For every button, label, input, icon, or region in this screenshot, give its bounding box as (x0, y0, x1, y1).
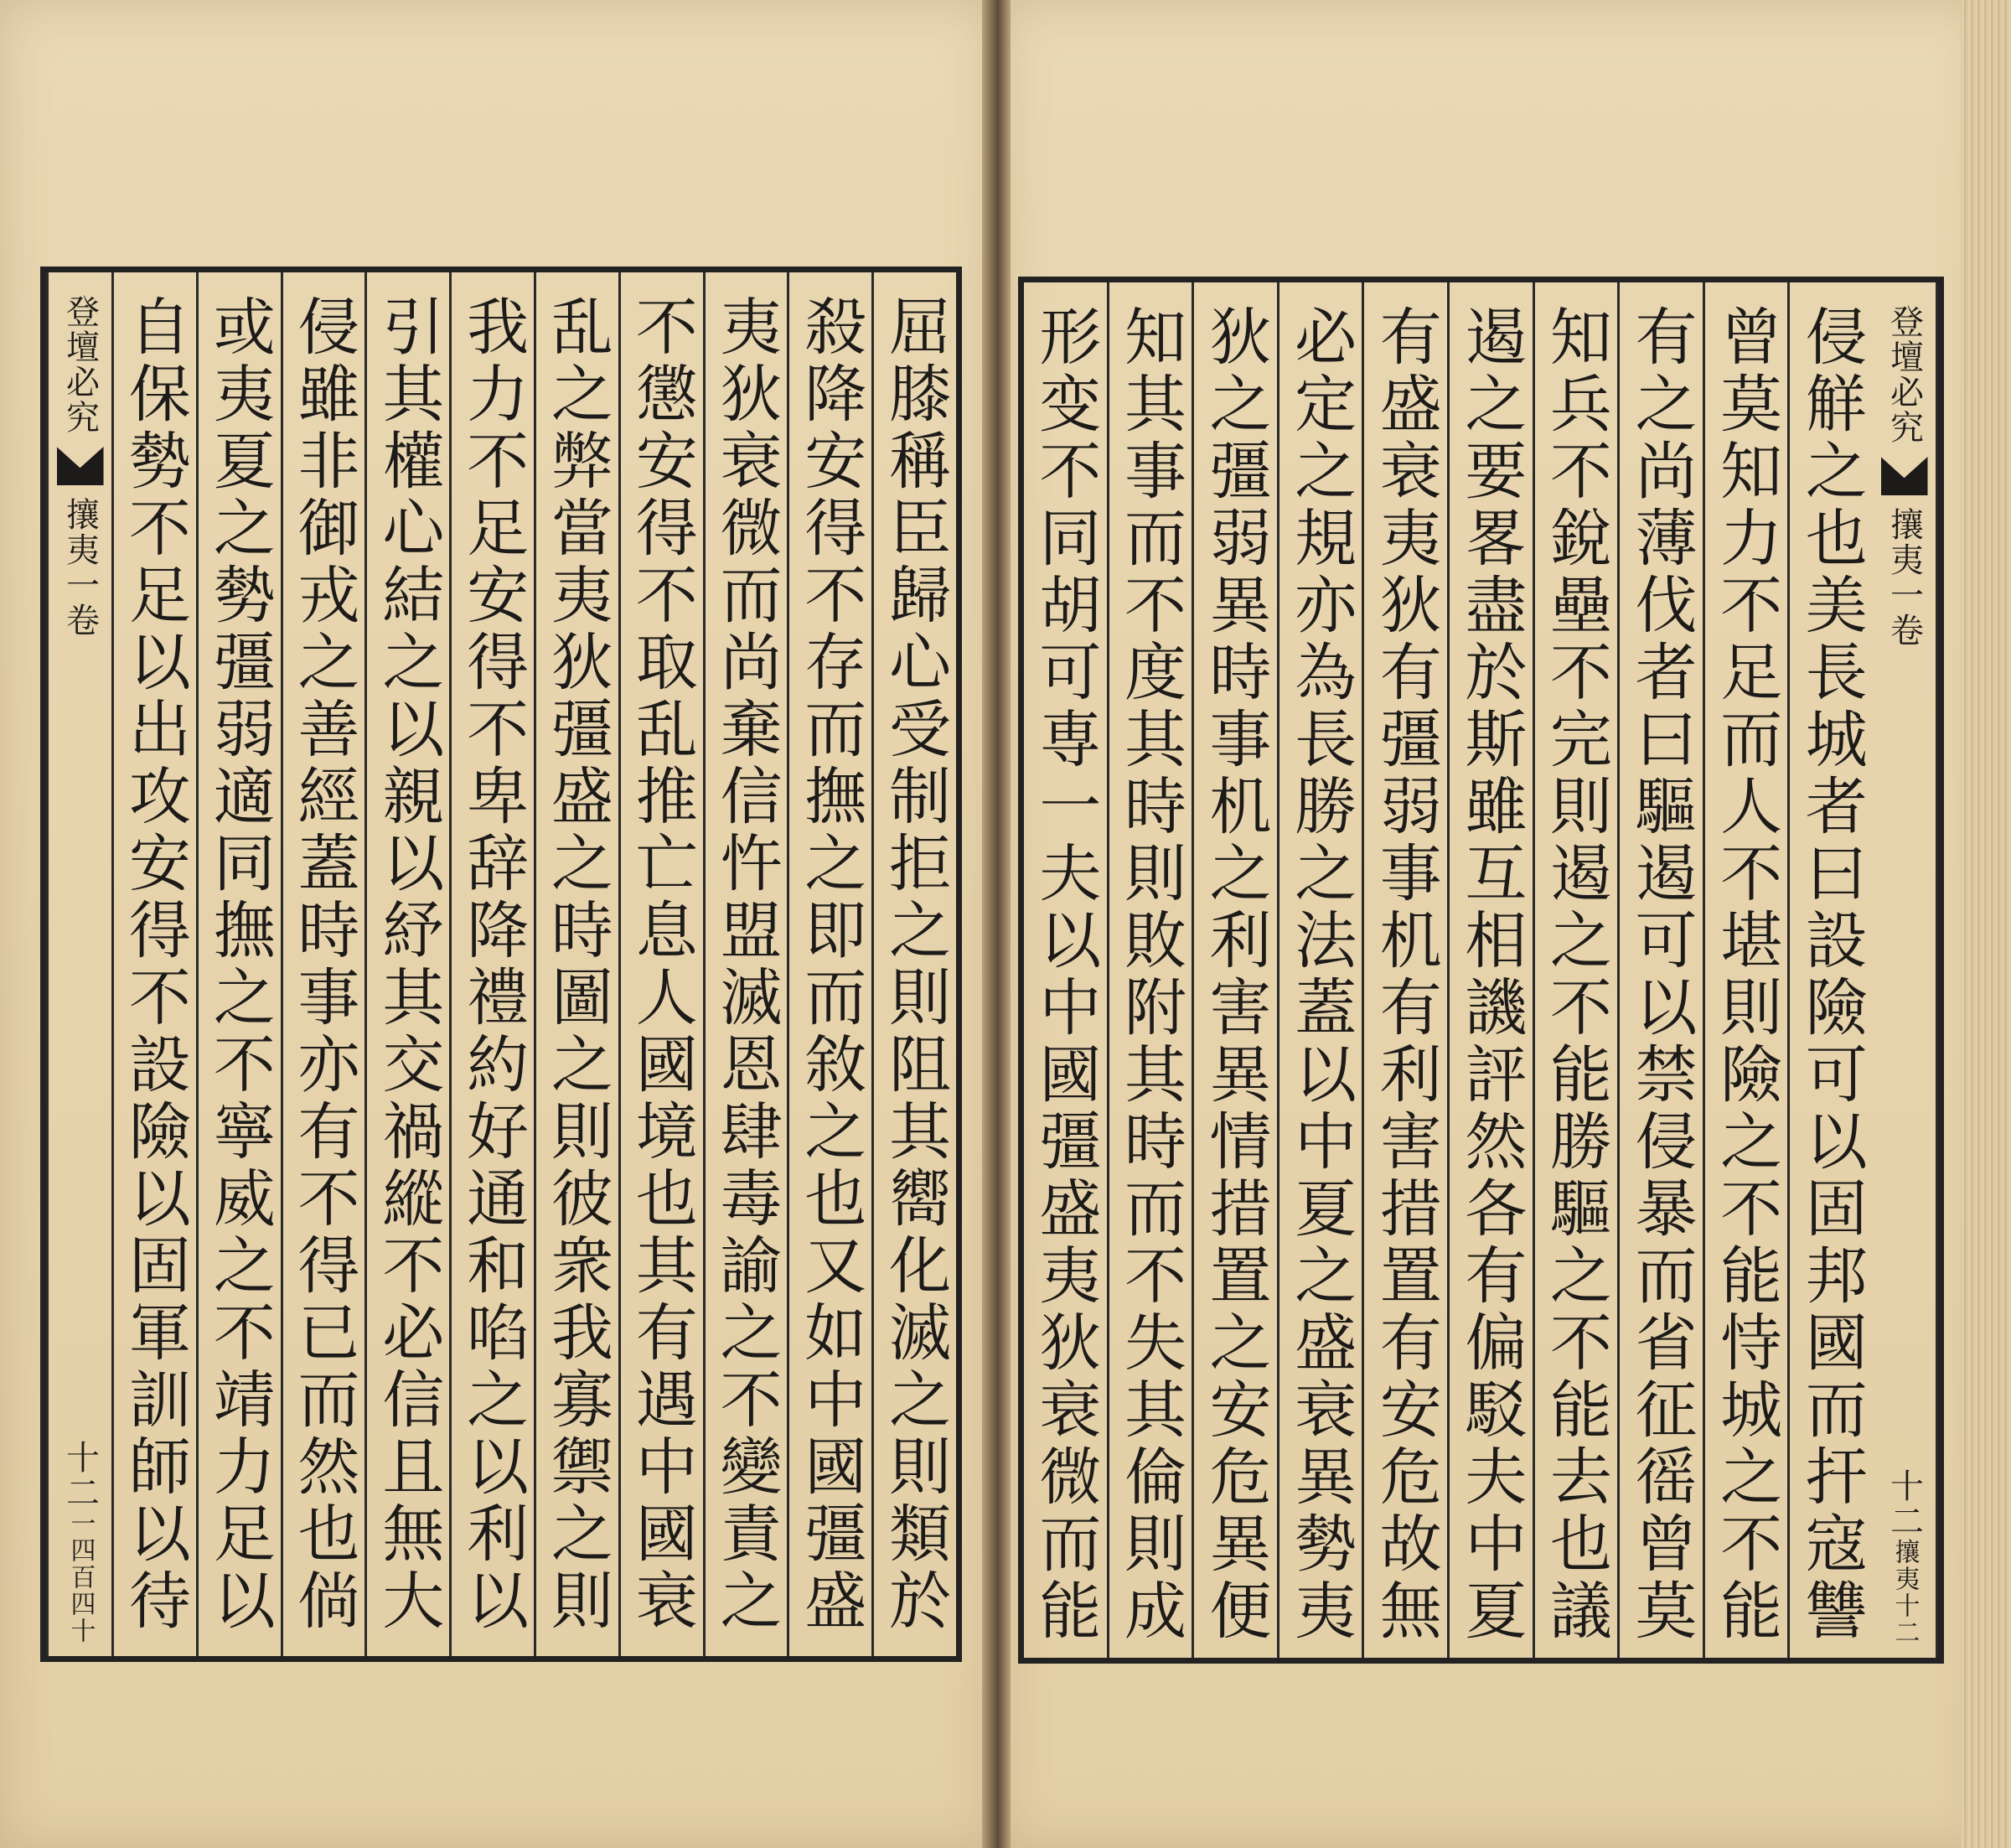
section-label: 攘夷一卷 (60, 497, 100, 638)
column-text: 必定之規亦為長勝之法蓋以中夏之盛衰異勢夷 (1285, 304, 1357, 1645)
text-column (1447, 282, 1533, 1658)
column-text: 或夷夏之勢彊弱適同撫之不寧威之不靖力足以 (203, 294, 276, 1635)
fore-edge (1961, 0, 2011, 1848)
book-title: 登壇必究 (1884, 304, 1924, 445)
column-text: 自保勢不足以出攻安得不設險以固軍訓師以待 (118, 294, 191, 1635)
leaf-number: 十二 (60, 1440, 100, 1510)
leaf-count: 攘夷十二 (1890, 1539, 1920, 1646)
column-text: 乱之弊當夷狄彊盛之時圖之則彼衆我寡禦之則 (540, 294, 613, 1635)
block-margin (46, 272, 111, 1656)
text-column (1533, 282, 1618, 1658)
fishtail-mark-icon (57, 447, 104, 485)
column-text: 我力不足安得不卑辞降禮約好通和啗之以利以 (457, 294, 530, 1635)
text-column (281, 272, 365, 1656)
text-column (703, 272, 788, 1656)
fishtail-mark-icon (1881, 457, 1928, 495)
column-text: 不懲安得不取乱推亡息人國境也其有遇中國衰 (625, 294, 698, 1635)
book-gutter (982, 0, 1011, 1848)
column-text: 屈膝稱臣歸心受制拒之則阻其嚮化滅之則類於 (879, 294, 952, 1635)
column-text: 殺降安得不存而撫之即而敘之也又如中國彊盛 (794, 294, 867, 1635)
right-page-frame (1018, 277, 1944, 1664)
text-column (787, 272, 871, 1656)
text-column (111, 272, 196, 1656)
column-text: 侵雖非御戎之善經蓋時事亦有不得已而然也倘 (287, 294, 360, 1635)
text-column (1362, 282, 1447, 1658)
text-column (618, 272, 703, 1656)
leaf-count: 一四百四十 (65, 1510, 96, 1644)
left-page-frame (40, 267, 962, 1662)
column-text: 狄之彊弱異時事机之利害異情措置之安危異便 (1199, 304, 1272, 1645)
column-text: 曾莫知力不足而人不堪則險之不能恃城之不能 (1710, 304, 1783, 1645)
column-text: 引其權心結之以親以紓其交禍縱不必信且無大 (372, 294, 445, 1635)
column-text: 有盛衰夷狄有彊弱事机有利害措置有安危故無 (1369, 304, 1442, 1645)
leaf-number: 十二 (1884, 1468, 1924, 1539)
column-text: 侵觧之也美長城者曰設險可以固邦國而扞寇讐 (1795, 304, 1868, 1645)
book-title: 登壇必究 (60, 294, 100, 435)
block-margin (1873, 282, 1938, 1658)
text-column (449, 272, 534, 1656)
column-text: 知其事而不度其時則敗附其時而不失其倫則成 (1114, 304, 1186, 1645)
section-label: 攘夷一卷 (1884, 507, 1924, 648)
text-column (1277, 282, 1362, 1658)
text-column (1107, 282, 1192, 1658)
text-column (871, 272, 956, 1656)
text-column (1703, 282, 1788, 1658)
text-column (1617, 282, 1703, 1658)
text-column (364, 272, 449, 1656)
column-text: 遏之要畧盡於斯雖互相譏評然各有偏駁夫中夏 (1455, 304, 1528, 1645)
text-column (1787, 282, 1873, 1658)
column-text: 知兵不銳壘不完則遏之不能勝驅之不能去也議 (1539, 304, 1612, 1645)
column-text: 有之尚薄伐者曰驅遏可以禁侵暴而省征徭曾莫 (1625, 304, 1698, 1645)
text-column (196, 272, 281, 1656)
column-text: 夷狄衰微而尚棄信忤盟滅恩肆毒諭之不變責之 (710, 294, 783, 1635)
text-column (1024, 282, 1107, 1658)
text-column (534, 272, 618, 1656)
text-column (1192, 282, 1277, 1658)
column-text: 形变不同胡可専一夫以中國彊盛夷狄衰微而能 (1029, 304, 1102, 1645)
